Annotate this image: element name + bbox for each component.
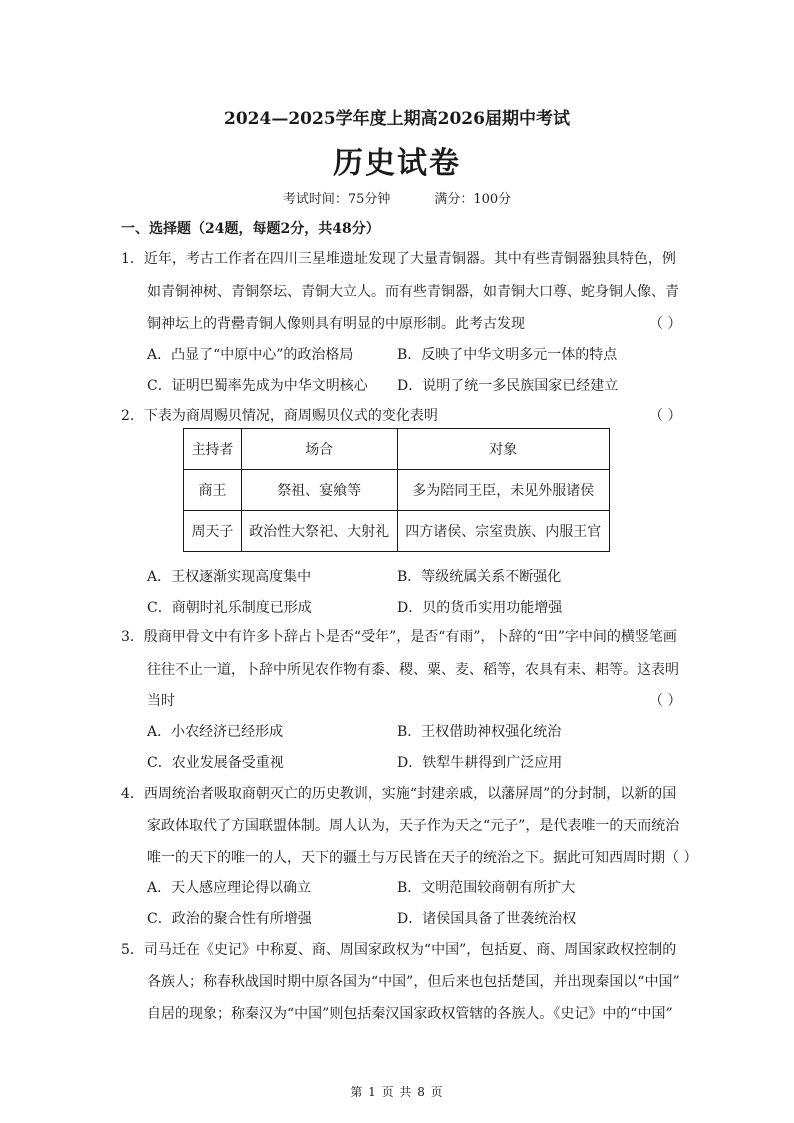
question-5-line-3: 自居的现象；称秦汉为“中国”则包括秦汉国家政权管辖的各族人。《史记》中的“中国”: [147, 1006, 673, 1022]
table-cell: 政治性大祭祀、大射礼: [241, 511, 397, 552]
question-3-line-3: 当时: [147, 693, 175, 709]
question-4-option-a: A．天人感应理论得以确立: [147, 880, 312, 896]
table-row: [184, 470, 610, 511]
question-1-option-b: B．反映了中华文明多元一体的特点: [397, 347, 618, 363]
question-1-option-d: D．说明了统一多民族国家已经建立: [397, 378, 619, 394]
question-2-option-d: D．贝的货币实用功能增强: [397, 600, 563, 616]
question-2-answer-paren: （ ）: [649, 408, 682, 424]
question-1-line-1: 1．近年，考古工作者在四川三星堆遗址发现了大量青铜器。其中有些青铜器独具特色，例: [121, 251, 676, 267]
question-1-answer-paren: （ ）: [649, 316, 682, 332]
question-5-line-1: 5．司马迁在《史记》中称夏、商、周国家政权为“中国”，包括夏、商、周国家政权控制的: [121, 942, 677, 958]
question-3-line-1: 3．殷商甲骨文中有许多卜辞占卜是否“受年”，是否“有雨”，卜辞的“田”字中间的横竖笔画: [121, 629, 677, 645]
question-1-option-a: A．凸显了“中原中心”的政治格局: [147, 347, 354, 363]
question-2-option-b: B．等级统属关系不断强化: [397, 569, 562, 585]
table-header-cell: 主持者: [184, 429, 242, 470]
question-3-option-b: B．王权借助神权强化统治: [397, 724, 562, 740]
question-3-option-c: C．农业发展备受重视: [147, 755, 284, 771]
question-4-option-b: B．文明范围较商朝有所扩大: [397, 880, 576, 896]
subject-title: 历史试卷: [333, 146, 461, 181]
table-cell: 祭祖、宴飨等: [241, 470, 397, 511]
question-2-option-a: A．王权逐渐实现高度集中: [147, 569, 312, 585]
page-footer: 第 1 页 共 8 页: [350, 1085, 444, 1099]
table-cell: 周天子: [184, 511, 242, 552]
question-4-option-c: C．政治的聚合性有所增强: [147, 911, 312, 927]
question-3-answer-paren: （ ）: [649, 693, 682, 709]
question-4-line-2: 家政体取代了方国联盟体制。周人认为，天子作为天之“元子”，是代表唯一的天而统治: [147, 818, 680, 834]
section-title: 一、选择题（24题，每题2分，共48分）: [121, 221, 380, 237]
question-1-line-3: 铜神坛上的背罍青铜人像则具有明显的中原形制。此考古发现: [147, 316, 525, 332]
question-4-line-1: 4．西周统治者吸取商朝灭亡的历史教训，实施“封建亲戚，以藩屏周”的分封制，以新的国: [121, 786, 677, 802]
question-3-option-a: A．小农经济已经形成: [147, 724, 284, 740]
question-2-table: [183, 428, 610, 552]
exam-info: [0, 188, 794, 207]
question-4-line-3: 唯一的天下的唯一的人，天下的疆土与万民皆在天子的统治之下。据此可知西周时期（ ）: [147, 850, 698, 866]
question-3-option-d: D．铁犁牛耕得到广泛应用: [397, 755, 563, 771]
question-3-line-2: 往往不止一道，卜辞中所见农作物有黍、稷、粟、麦、稻等，农具有耒、耜等。这表明: [147, 662, 679, 678]
question-1-option-c: C．证明巴蜀率先成为中华文明核心: [147, 378, 368, 394]
full-score: 满分：100分: [434, 192, 512, 207]
table-cell: 商王: [184, 470, 242, 511]
question-2-line-1: 2．下表为商周赐贝情况，商周赐贝仪式的变化表明: [121, 408, 438, 424]
table-cell: 多为陪同王臣，未见外服诸侯: [397, 470, 609, 511]
question-4-option-d: D．诸侯国具备了世袭统治权: [397, 911, 577, 927]
table-row: [184, 511, 610, 552]
table-header-cell: 对象: [397, 429, 609, 470]
table-cell: 四方诸侯、宗室贵族、内服王官: [397, 511, 609, 552]
exam-title: 2024—2025学年度上期高2026届期中考试: [224, 109, 570, 129]
table-header-row: [184, 429, 610, 470]
table-header-cell: 场合: [241, 429, 397, 470]
question-2-option-c: C．商朝时礼乐制度已形成: [147, 600, 312, 616]
question-5-line-2: 各族人；称春秋战国时期中原各国为“中国”，但后来也包括楚国，并出现秦国以“中国”: [147, 974, 680, 990]
question-1-line-2: 如青铜神树、青铜祭坛、青铜大立人。而有些青铜器，如青铜大口尊、蛇身铜人像、青: [147, 284, 679, 300]
exam-time: 考试时间：75分钟: [282, 192, 391, 207]
